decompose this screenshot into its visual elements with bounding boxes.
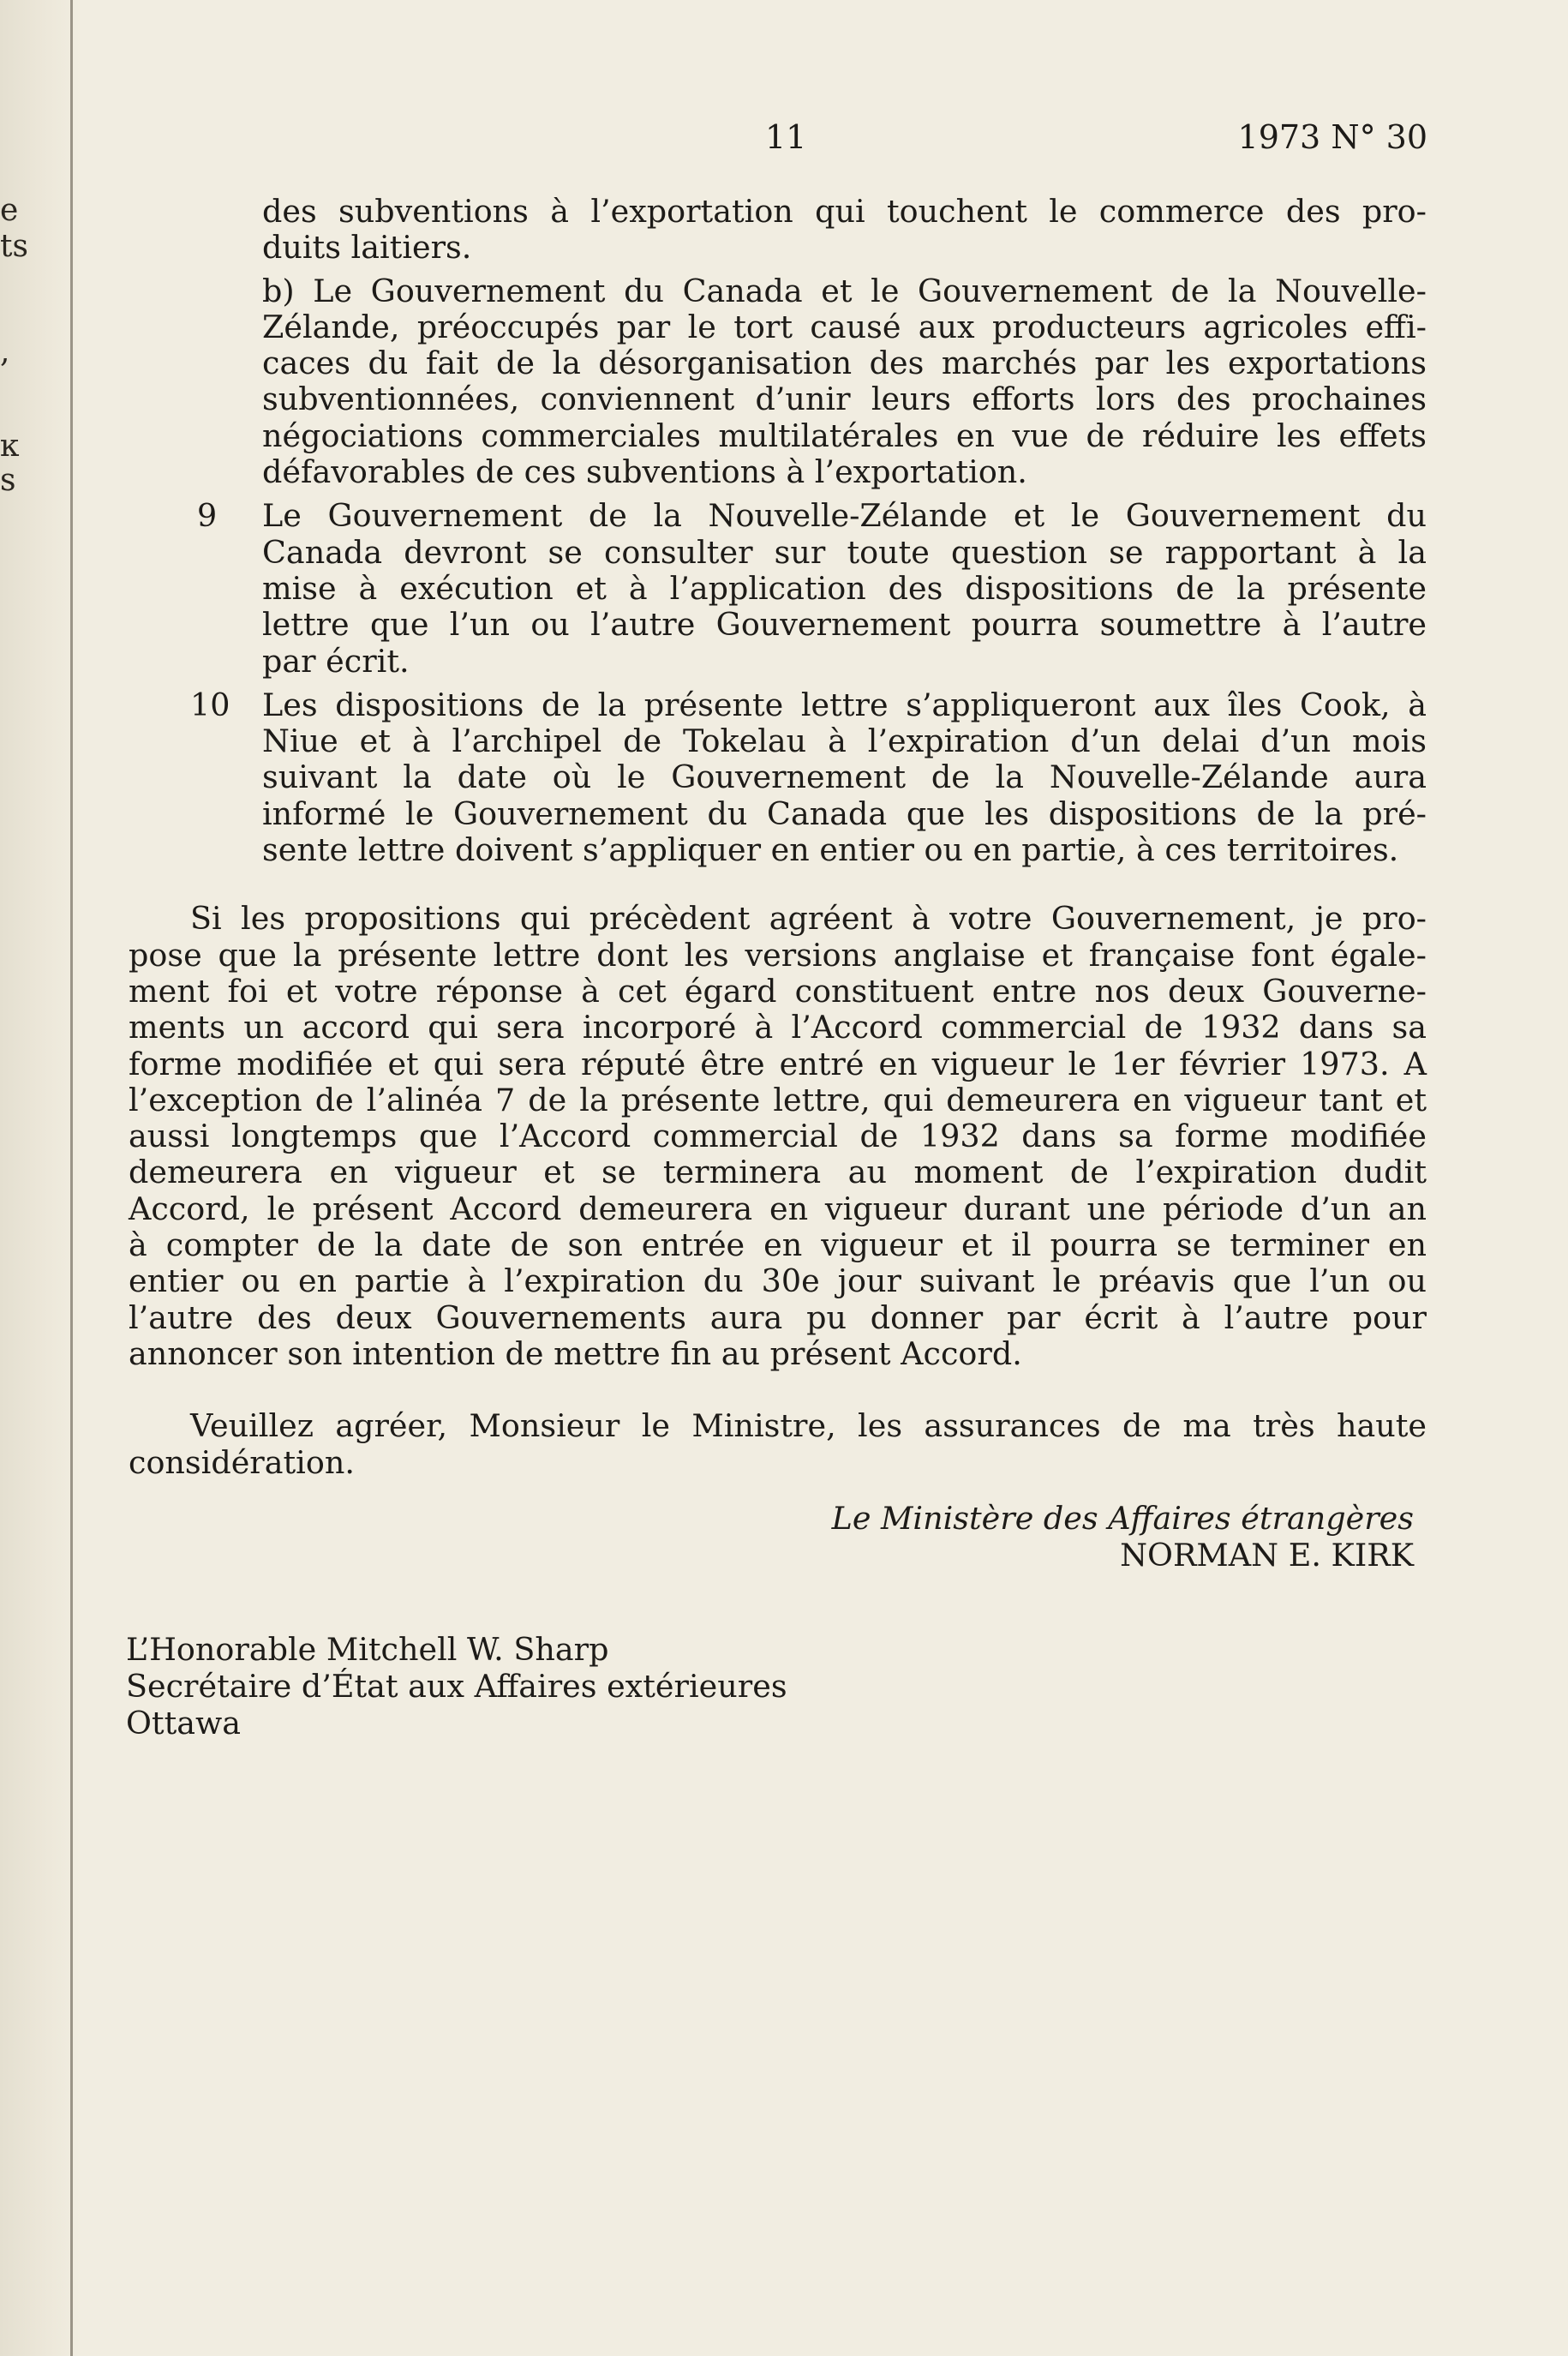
letter-body: [129, 194, 1427, 1481]
text-line: annoncer son intention de mettre fin au présent Accord.: [129, 1334, 1022, 1372]
text-line: l’autre des deux Gouvernements aura pu donner par écrit à l’autre pour: [129, 1298, 1427, 1336]
margin-fragment: ,: [0, 334, 10, 369]
text-line: Le Gouvernement de la Nouvelle-Zélande et le Gouvernement du: [262, 497, 1427, 535]
text-line: duits laitiers.: [262, 229, 472, 267]
item-number: 9: [197, 497, 218, 535]
text-line: à compter de la date de son entrée en vigueur et il pourra se terminer en: [129, 1226, 1427, 1264]
text-line: pose que la présente lettre dont les versions anglaise et française font égale-: [129, 936, 1427, 974]
text-line: b) Le Gouvernement du Canada et le Gouvernement de la Nouvelle-: [262, 272, 1427, 309]
text-line: Si les propositions qui précèdent agréent à votre Gouvernement, je pro-: [190, 900, 1427, 938]
text-line: Veuillez agréer, Monsieur le Ministre, les assurances de ma très haute: [190, 1407, 1427, 1445]
text-line: subventionnées, conviennent d’unir leurs efforts lors des prochaines: [262, 381, 1427, 418]
text-line: Les dispositions de la présente lettre s’appliqueront aux îles Cook, à: [262, 686, 1427, 723]
margin-fragment: e: [0, 193, 19, 228]
text-line: sente lettre doivent s’appliquer en entier ou en partie, à ces territoires.: [262, 831, 1399, 869]
closing-paragraph: [129, 1408, 1427, 1481]
page-binding-edge: [70, 0, 73, 2356]
text-line: des subventions à l’exportation qui touchent le commerce des pro-: [262, 193, 1427, 230]
text-line: entier ou en partie à l’expiration du 30e jour suivant le préavis que l’un ou: [129, 1262, 1427, 1300]
signatory-name: NORMAN E. KIRK: [1120, 1537, 1414, 1574]
text-line: Accord, le présent Accord demeurera en vigueur durant une période d’un an: [129, 1190, 1427, 1227]
recipient-address: [126, 1631, 787, 1742]
text-line: ment foi et votre réponse à cet égard constituent entre nos deux Gouverne-: [129, 972, 1427, 1010]
text-line: Canada devront se consulter sur toute question se rapportant à la: [262, 533, 1427, 571]
text-line: aussi longtemps que l’Accord commercial de 1932 dans sa forme modifiée: [129, 1118, 1427, 1155]
address-line: L’Honorable Mitchell W. Sharp: [126, 1631, 609, 1668]
text-line: défavorables de ces subventions à l’exportation.: [262, 453, 1027, 491]
page-number: 11: [765, 118, 807, 156]
margin-fragment: ĸ: [0, 429, 19, 464]
text-line: lettre que l’un ou l’autre Gouvernement pourra soumettre à l’autre: [262, 606, 1427, 644]
text-line: négociations commerciales multilatérales en vue de réduire les effets: [262, 417, 1427, 454]
text-line: considération.: [129, 1443, 355, 1481]
address-line: Secrétaire d’État aux Affaires extérieures: [126, 1668, 787, 1705]
signature-block: [832, 1500, 1414, 1574]
text-line: caces du fait de la désorganisation des marchés par les exportations: [262, 345, 1427, 382]
text-line: Niue et à l’archipel de Tokelau à l’expiration d’un delai d’un mois: [262, 722, 1427, 760]
item-10: [129, 687, 1427, 868]
item-number: 10: [190, 686, 230, 723]
text-line: l’exception de l’alinéa 7 de la présente lettre, qui demeurera en vigueur tant et: [129, 1081, 1427, 1118]
text-line: Zélande, préoccupés par le tort causé aux producteurs agricoles effi-: [262, 308, 1427, 345]
item-9: [129, 498, 1427, 679]
page-header: [0, 118, 1568, 161]
margin-fragment: s: [0, 463, 16, 498]
document-year-number: 1973 N° 30: [1237, 118, 1427, 156]
margin-fragment: ts: [0, 229, 28, 264]
text-line: informé le Gouvernement du Canada que les dispositions de la pré-: [262, 794, 1427, 832]
text-line: demeurera en vigueur et se terminera au moment de l’expiration dudit: [129, 1154, 1427, 1191]
continuation-block: [129, 194, 1427, 267]
address-line: Ottawa: [126, 1705, 242, 1742]
text-line: mise à exécution et à l’application des dispositions de la présente: [262, 569, 1427, 607]
text-line: par écrit.: [262, 642, 410, 680]
signatory-title: Le Ministère des Affaires étrangères: [831, 1500, 1414, 1537]
text-line: forme modifiée et qui sera réputé être entré en vigueur le 1er février 1973. A: [129, 1045, 1427, 1082]
item-b: [129, 273, 1427, 491]
text-line: suivant la date où le Gouvernement de la Nouvelle-Zélande aura: [262, 758, 1427, 796]
text-line: ments un accord qui sera incorporé à l’Accord commercial de 1932 dans sa: [129, 1009, 1427, 1046]
main-paragraph: [129, 901, 1427, 1372]
